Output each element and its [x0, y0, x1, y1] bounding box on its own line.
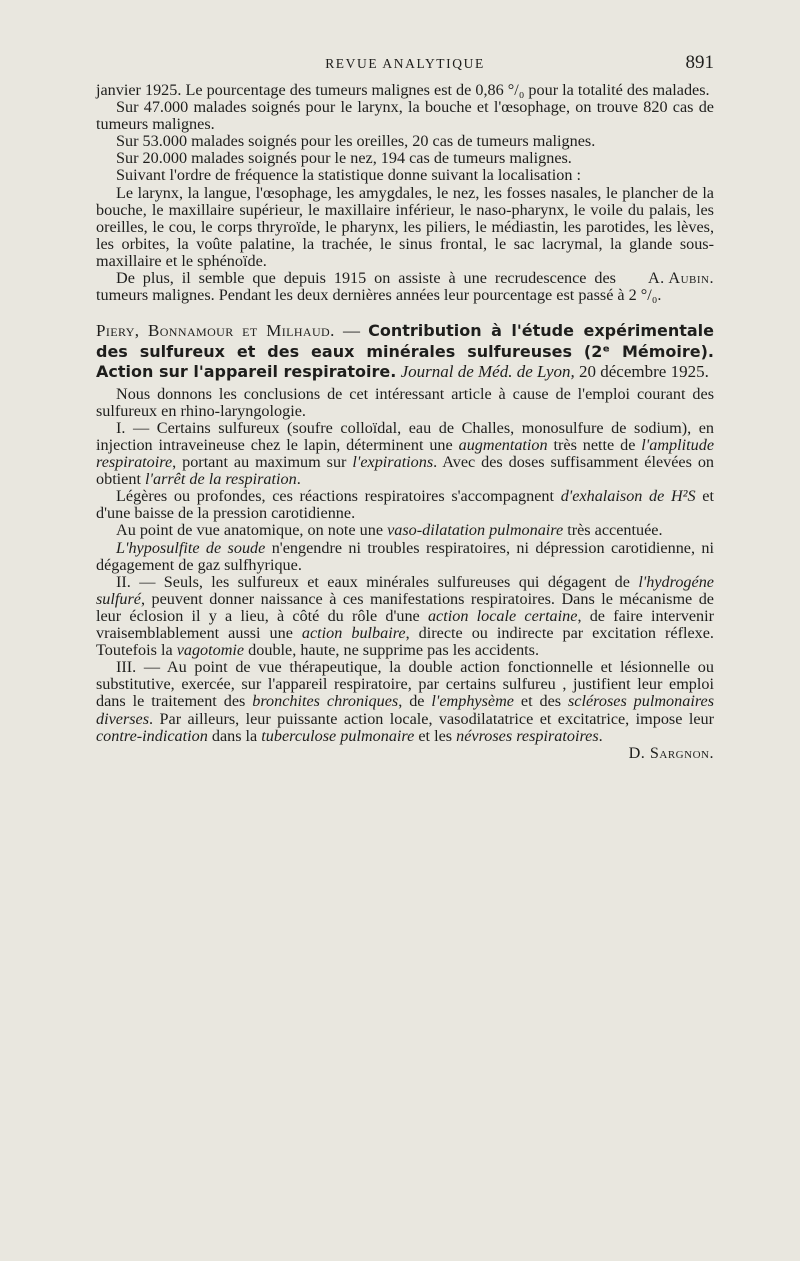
paragraph-conclusion-3: [96, 658, 714, 762]
text: double, haute, ne supprime pas les accidents.: [244, 641, 540, 660]
text: très accentuée.: [563, 521, 663, 540]
paragraph-recrudescence: [96, 270, 714, 304]
paragraph-conclusion-1d: [96, 540, 714, 574]
paragraph-conclusion-1: [96, 420, 714, 488]
emphasis: d'exhalaison de H²S: [560, 487, 696, 506]
text: n'engendre ni troubles respiratoires, ni dépression carotidienne, ni dégagement de gaz sulfhyrique.: [96, 538, 714, 574]
running-head: [96, 48, 714, 82]
text: et d'une baisse de la pression carotidienne.: [96, 487, 714, 523]
text: et les: [414, 726, 457, 745]
paragraph-conclusion-2: [96, 574, 714, 659]
journal-name: Journal de Méd. de Lyon,: [400, 362, 575, 382]
text: , de: [398, 692, 432, 711]
text: , de faire intervenir vraisemblablement aussi une: [96, 606, 714, 643]
text: Au point de vue anatomique, on note une: [116, 521, 388, 540]
text: très nette de: [547, 436, 642, 454]
article-authors: Piery, Bonnamour et Milhaud.: [96, 321, 335, 341]
emphasis: vagotomie: [176, 641, 245, 660]
text: Légères ou profondes, ces réactions respiratoires s'accompagnent: [116, 487, 561, 506]
recrudescence-text: De plus, il semble que depuis 1915 on assiste à une recrudescence des tumeurs malignes. Pendant les deux dernières années leur pourcentage est passé à 2 °/₀.: [96, 269, 662, 305]
emphasis: tuberculose pulmonaire: [261, 726, 415, 745]
emphasis: l'emphysème: [431, 692, 514, 711]
paragraph-continuation: janvier 1925. Le pourcentage des tumeurs malignes est de 0,86 °/₀ pour la totalité des malades.: [96, 81, 710, 99]
text: .: [598, 726, 603, 745]
paragraph-localisation-list: Le larynx, la langue, l'œsophage, les amygdales, le nez, les fosses nasales, le plancher de la bouche, le maxillaire supérieur, le maxillaire inférieur, le naso-pharynx, le voile du palais, les oreilles, le cou, le corps thryroïde, le pharynx, les piliers, le médiastin, les parotides, les lèves, les orbites, la voûte palatine, la trachée, le sinus frontal, le sac lacrymal, la glande sous-maxillaire et le sphénoïde.: [96, 183, 714, 270]
text: et des: [513, 692, 568, 711]
page: [96, 48, 714, 762]
article-title: Contribution à l'étude expérimentale des sulfureux et des eaux minérales sulfureuses (2ᵉ Mémoire). Action sur l'appareil respiratoire.: [96, 321, 715, 382]
paragraph-larynx-stats: Sur 47.000 malades soignés pour le larynx, la bouche et l'œsophage, on trouve 820 cas de tumeurs malignes.: [96, 98, 714, 134]
emphasis: l'hydrogéne sulfuré: [96, 572, 714, 608]
running-title: REVUE ANALYTIQUE: [325, 56, 485, 71]
signature-aubin: A. Aubin.: [647, 269, 714, 288]
emphasis: augmentation: [458, 436, 548, 454]
heading-dash: —: [334, 321, 369, 341]
emphasis: l'arrêt de la respiration: [145, 470, 297, 489]
article-2: [96, 321, 714, 762]
text: dans la: [207, 726, 262, 745]
text: .: [296, 470, 301, 489]
emphasis: action locale certaine: [427, 606, 578, 625]
emphasis: vaso-dilatation pulmonaire: [387, 521, 564, 540]
page-number: 891: [685, 52, 714, 73]
emphasis: action bulbaire: [301, 624, 406, 643]
journal-date: 20 décembre 1925.: [574, 362, 709, 382]
paragraph-conclusion-1b: [96, 488, 714, 522]
signature-sargnon: D. Sargnon.: [628, 743, 714, 762]
paragraph-intro: Nous donnons les conclusions de cet intéressant article à cause de l'emploi courant des sulfureux en rhino-laryngologie.: [96, 384, 714, 420]
text: , peuvent donner naissance à ces manifestations respiratoires. Dans le mécanisme de leur éclosion il y a lieu, à côté du rôle d'une: [96, 589, 714, 625]
paragraph-frequency-intro: Suivant l'ordre de fréquence la statistique donne suivant la localisation :: [116, 166, 582, 185]
article-heading: [96, 321, 714, 383]
text: , directe ou indirecte par excitation réflexe. Toutefois la: [96, 624, 714, 660]
emphasis: scléroses pulmonaires diverses: [96, 692, 714, 728]
emphasis: bronchites chroniques: [252, 692, 399, 711]
paragraph-nose-stats: Sur 20.000 malades soignés pour le nez, 194 cas de tumeurs malignes.: [116, 149, 572, 168]
emphasis: l'amplitude respiratoire: [96, 436, 714, 472]
text: . Par ailleurs, leur puissante action locale, vasodilatatrice et excitatrice, impose leur: [149, 709, 714, 728]
text: II. — Seuls, les sulfureux et eaux minérales sulfureuses qui dégagent de: [116, 572, 639, 591]
text: , portant au maximum sur: [172, 453, 353, 472]
emphasis: l'expirations: [352, 453, 434, 472]
text: III. — Au point de vue thérapeutique, la double action fonctionnelle et lésionnelle ou substitutive, exercée, sur l'appareil respiratoire, par certains sulfureu , justifient leur emploi dans le traitement des: [96, 658, 714, 711]
emphasis: contre-indication: [96, 726, 208, 745]
paragraph-ear-stats: Sur 53.000 malades soignés pour les oreilles, 20 cas de tumeurs malignes.: [116, 132, 596, 151]
article-1: [96, 82, 714, 304]
emphasis: L'hyposulfite de soude: [116, 538, 266, 557]
emphasis: névroses respiratoires: [456, 726, 599, 745]
text: I. — Certains sulfureux (soufre colloïdal, eau de Challes, monosulfure de sodium), en injection intraveineuse chez le lapin, déterminent une: [96, 418, 714, 454]
paragraph-conclusion-1c: [96, 522, 714, 539]
text: . Avec des doses suffisamment élevées on obtient: [96, 453, 715, 489]
